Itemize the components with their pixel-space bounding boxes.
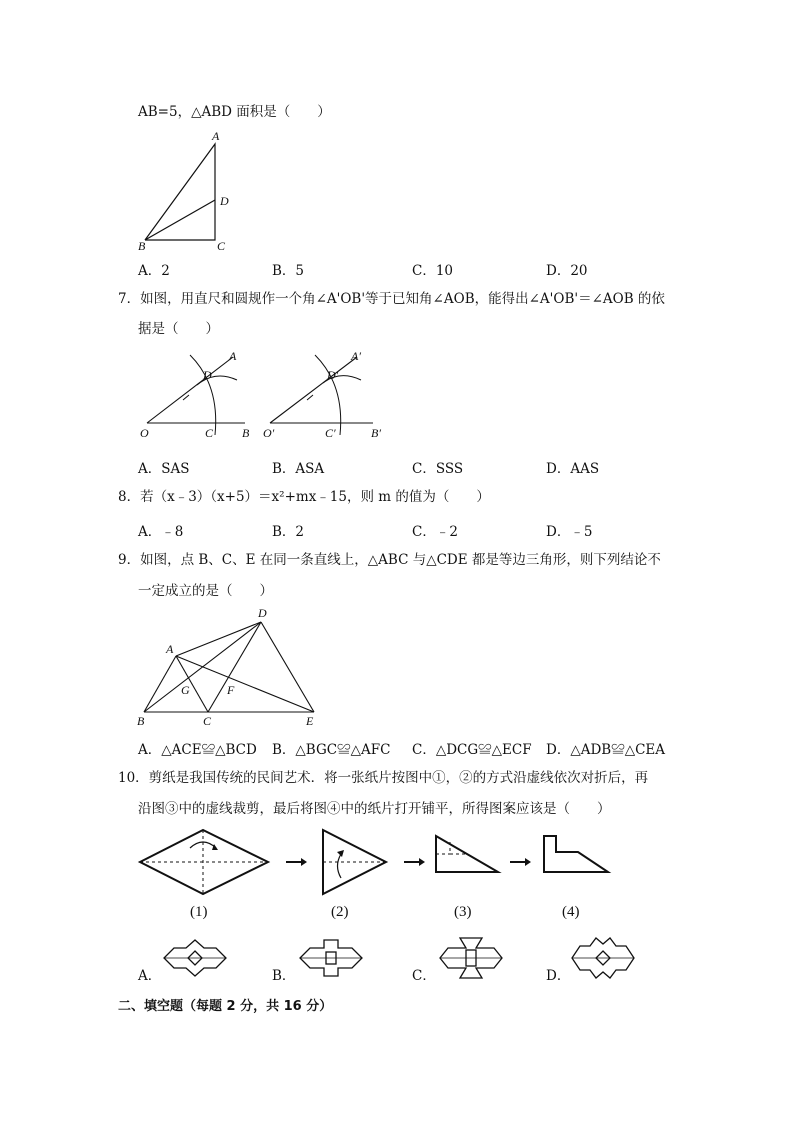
q10-option-b[interactable]: B． <box>272 968 296 984</box>
q6-label-c: C <box>217 239 226 253</box>
q9-label-c: C <box>203 714 212 728</box>
q10-figure-folding-steps <box>138 824 618 924</box>
q9-option-d[interactable]: D．△ADB≌△CEA <box>546 742 666 758</box>
q6-option-c[interactable]: C．10 <box>412 263 454 279</box>
q7-label-c-prime: C′ <box>325 426 336 440</box>
q6-label-b: B <box>138 239 146 253</box>
q10-option-d-pattern <box>568 936 638 980</box>
q10-step-label-3: (3) <box>454 904 472 920</box>
q7-label-d-prime: D′ <box>327 368 339 382</box>
q10-stem-line1: 10．剪纸是我国传统的民间艺术．将一张纸片按图中①，②的方式沿虚线依次对折后，再 <box>118 770 649 786</box>
q10-step-label-1: (1) <box>190 904 208 920</box>
q7-label-b-prime: B′ <box>371 426 381 440</box>
q7-label-a-prime: A′ <box>351 349 361 363</box>
q6-option-b[interactable]: B．5 <box>272 263 305 279</box>
q8-option-a[interactable]: A．﹣8 <box>138 524 184 540</box>
q9-label-e: E <box>306 714 314 728</box>
q8-option-c[interactable]: C．﹣2 <box>412 524 458 540</box>
q10-option-b-pattern <box>296 938 366 978</box>
q6-label-a: A <box>212 129 220 143</box>
q10-option-a[interactable]: A． <box>138 968 162 984</box>
q9-label-d: D <box>258 606 267 620</box>
q7-figure-angle-construction <box>135 345 395 445</box>
q9-label-f: F <box>227 683 235 697</box>
q7-label-b: B <box>242 426 250 440</box>
q7-option-c[interactable]: C．SSS <box>412 461 464 477</box>
q7-option-a[interactable]: A．SAS <box>138 461 190 477</box>
q10-option-d[interactable]: D． <box>546 968 571 984</box>
q9-stem-line1: 9．如图，点 B、C、E 在同一条直线上，△ABC 与△CDE 都是等边三角形，则下列结论不 <box>118 552 661 568</box>
q7-label-a: A <box>229 349 237 363</box>
q9-figure-equilateral-triangles <box>132 604 332 729</box>
q9-label-g: G <box>181 683 190 697</box>
section-2-heading: 二、填空题（每题 2 分，共 16 分） <box>118 999 333 1014</box>
q8-stem: 8．若（x﹣3）（x+5）＝x²+mx﹣15，则 m 的值为（ ） <box>118 489 490 505</box>
q10-step-label-2: (2) <box>331 904 349 920</box>
q7-option-d[interactable]: D．AAS <box>546 461 600 477</box>
q9-label-b: B <box>137 714 145 728</box>
q6-stem-tail: AB=5，△ABD 面积是（ ） <box>138 104 331 120</box>
q7-label-c: C <box>205 426 214 440</box>
q10-option-a-pattern <box>160 938 230 978</box>
q8-option-d[interactable]: D．﹣5 <box>546 524 593 540</box>
q6-option-a[interactable]: A．2 <box>138 263 170 279</box>
q7-label-o: O <box>140 426 149 440</box>
q7-label-d: D <box>203 368 212 382</box>
q10-option-c-pattern <box>436 936 506 980</box>
q8-option-b[interactable]: B．2 <box>272 524 305 540</box>
q6-label-d: D <box>220 194 229 208</box>
q10-option-c[interactable]: C． <box>412 968 436 984</box>
q10-step-label-4: (4) <box>562 904 580 920</box>
q7-stem-line2: 据是（ ） <box>138 321 219 337</box>
q7-option-b[interactable]: B．ASA <box>272 461 325 477</box>
q6-figure-right-triangle <box>130 128 250 253</box>
q10-stem-line2: 沿图③中的虚线裁剪，最后将图④中的纸片打开铺平，所得图案应该是（ ） <box>138 801 611 817</box>
q7-label-o-prime: O′ <box>263 426 275 440</box>
q9-label-a: A <box>166 642 174 656</box>
q9-option-c[interactable]: C．△DCG≌△ECF <box>412 742 532 758</box>
q9-option-a[interactable]: A．△ACE≌△BCD <box>138 742 257 758</box>
q7-stem-line1: 7．如图，用直尺和圆规作一个角∠A'OB'等于已知角∠AOB，能得出∠A'OB'＝∠AOB 的依 <box>118 291 665 307</box>
q6-option-d[interactable]: D．20 <box>546 263 588 279</box>
q9-stem-line2: 一定成立的是（ ） <box>138 583 273 599</box>
q9-option-b[interactable]: B．△BGC≌△AFC <box>272 742 391 758</box>
